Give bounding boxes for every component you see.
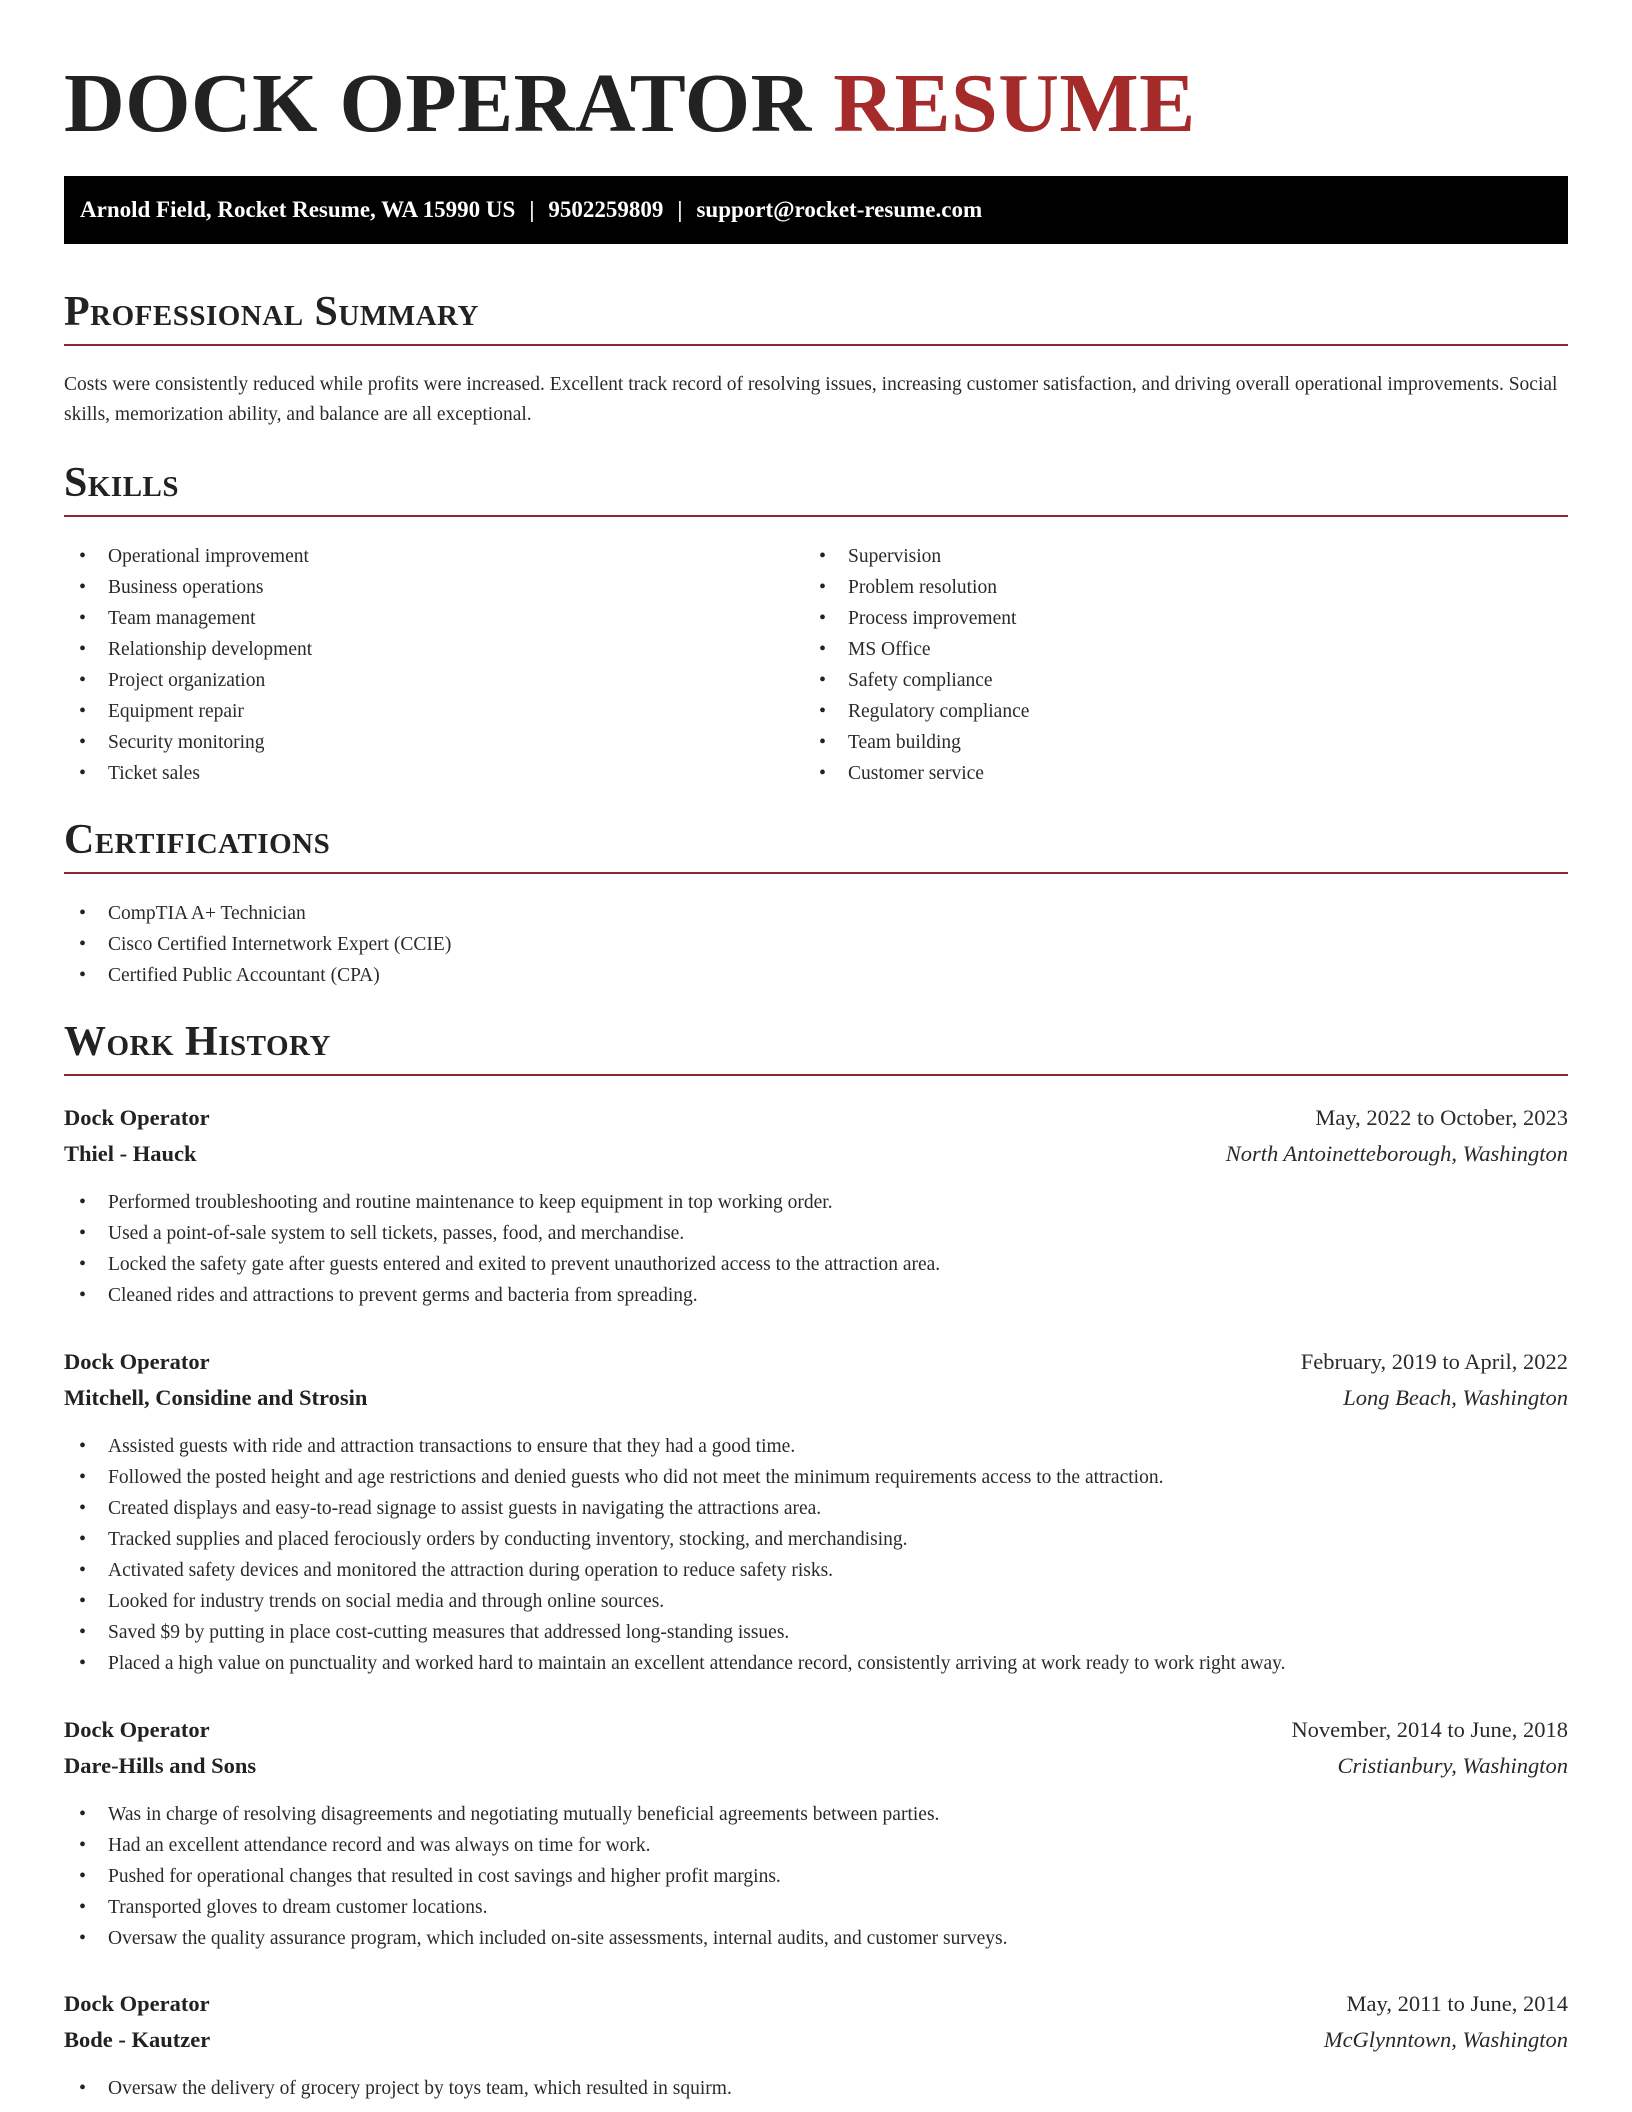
contact-address: Arnold Field, Rocket Resume, WA 15990 US xyxy=(80,197,516,222)
skill-item: • Relationship development xyxy=(64,634,312,665)
job-dates: November, 2014 to June, 2018 xyxy=(1291,1717,1568,1742)
job-duty: • Saved $9 by putting in place cost-cutting measures that addressed long-standing issues. xyxy=(64,1617,1286,1648)
job-duty: • Activated safety devices and monitored the attraction during operation to reduce safety risks. xyxy=(64,1555,1286,1586)
job-company-row xyxy=(64,1136,1568,1172)
job-title: Dock Operator xyxy=(64,1105,210,1130)
contact-separator: | xyxy=(677,197,683,222)
job-company: Dare-Hills and Sons xyxy=(64,1753,257,1778)
job-location: McGlynntown, Washington xyxy=(1323,2027,1568,2052)
job-duties-list xyxy=(64,2073,732,2104)
job-company: Mitchell, Considine and Strosin xyxy=(64,1385,368,1410)
skill-item: • Project organization xyxy=(64,665,312,696)
job-duty: • Cleaned rides and attractions to prevent germs and bacteria from spreading. xyxy=(64,1280,940,1311)
skill-item: • Ticket sales xyxy=(64,758,312,789)
skill-item: • Regulatory compliance xyxy=(804,696,1029,727)
resume-title xyxy=(64,48,1196,160)
contact-bar xyxy=(64,176,1568,244)
job-duty: • Transported gloves to dream customer locations. xyxy=(64,1892,1007,1923)
job-duty: • Had an excellent attendance record and was always on time for work. xyxy=(64,1830,1007,1861)
job-dates: May, 2011 to June, 2014 xyxy=(1346,1991,1568,2016)
title-main: DOCK OPERATOR xyxy=(64,57,812,150)
certification-item: • CompTIA A+ Technician xyxy=(64,898,451,929)
skill-item: • Customer service xyxy=(804,758,1029,789)
job-duty: • Assisted guests with ride and attraction transactions to ensure that they had a good time. xyxy=(64,1431,1286,1462)
skill-item: • Operational improvement xyxy=(64,541,312,572)
skill-item: • Safety compliance xyxy=(804,665,1029,696)
job-duty: • Looked for industry trends on social media and through online sources. xyxy=(64,1586,1286,1617)
job-duty: • Oversaw the delivery of grocery project by toys team, which resulted in squirm. xyxy=(64,2073,732,2104)
skills-list-left xyxy=(64,541,312,789)
skill-item: • Supervision xyxy=(804,541,1029,572)
job-company: Bode - Kautzer xyxy=(64,2027,211,2052)
contact-email: support@rocket-resume.com xyxy=(696,197,983,222)
job-duties-list xyxy=(64,1431,1286,1679)
job-company-row xyxy=(64,1748,1568,1784)
job-header-row xyxy=(64,1344,1568,1380)
job-company-row xyxy=(64,1380,1568,1416)
job-header-row xyxy=(64,1986,1568,2022)
job-duty: • Created displays and easy-to-read signage to assist guests in navigating the attractions area. xyxy=(64,1493,1286,1524)
job-duties-list xyxy=(64,1187,940,1311)
job-company-row xyxy=(64,2022,1568,2058)
job-location: Cristianbury, Washington xyxy=(1337,1753,1568,1778)
skill-item: • Team building xyxy=(804,727,1029,758)
job-title: Dock Operator xyxy=(64,1717,210,1742)
job-company: Thiel - Hauck xyxy=(64,1141,197,1166)
certifications-list xyxy=(64,898,451,991)
summary-heading: Professional Summary xyxy=(64,284,1568,346)
job-duty: • Pushed for operational changes that resulted in cost savings and higher profit margins. xyxy=(64,1861,1007,1892)
skill-item: • Problem resolution xyxy=(804,572,1029,603)
contact-phone: 9502259809 xyxy=(548,197,664,222)
work-history-heading: Work History xyxy=(64,1014,1568,1076)
job-location: North Antoinetteborough, Washington xyxy=(1225,1141,1568,1166)
job-duty: • Followed the posted height and age restrictions and denied guests who did not meet the minimum requirements access to the attraction. xyxy=(64,1462,1286,1493)
job-duty: • Was in charge of resolving disagreements and negotiating mutually beneficial agreements between parties. xyxy=(64,1799,1007,1830)
job-duty: • Oversaw the quality assurance program, which included on-site assessments, internal audits, and customer surveys. xyxy=(64,1923,1007,1954)
summary-text: Costs were consistently reduced while profits were increased. Excellent track record of resolving issues, increasing customer satisfaction, and driving overall operational improvements. Social skills, memorization ability, and balance are all exceptional. xyxy=(64,374,1558,425)
skill-item: • Business operations xyxy=(64,572,312,603)
job-title: Dock Operator xyxy=(64,1349,210,1374)
job-dates: February, 2019 to April, 2022 xyxy=(1300,1349,1568,1374)
certification-item: • Certified Public Accountant (CPA) xyxy=(64,960,451,991)
skills-heading: Skills xyxy=(64,455,1568,517)
title-accent: RESUME xyxy=(833,57,1196,150)
job-duty: • Used a point-of-sale system to sell tickets, passes, food, and merchandise. xyxy=(64,1218,940,1249)
job-dates: May, 2022 to October, 2023 xyxy=(1315,1105,1568,1130)
job-duty: • Tracked supplies and placed ferociously orders by conducting inventory, stocking, and merchandising. xyxy=(64,1524,1286,1555)
job-duties-list xyxy=(64,1799,1007,1954)
certification-item: • Cisco Certified Internetwork Expert (CCIE) xyxy=(64,929,451,960)
job-title: Dock Operator xyxy=(64,1991,210,2016)
job-duty: • Performed troubleshooting and routine maintenance to keep equipment in top working order. xyxy=(64,1187,940,1218)
job-duty: • Locked the safety gate after guests entered and exited to prevent unauthorized access to the attraction area. xyxy=(64,1249,940,1280)
skill-item: • Equipment repair xyxy=(64,696,312,727)
job-header-row xyxy=(64,1100,1568,1136)
skill-item: • MS Office xyxy=(804,634,1029,665)
skills-list-right xyxy=(804,541,1029,789)
skill-item: • Security monitoring xyxy=(64,727,312,758)
job-location: Long Beach, Washington xyxy=(1343,1385,1568,1410)
skill-item: • Team management xyxy=(64,603,312,634)
skill-item: • Process improvement xyxy=(804,603,1029,634)
job-duty: • Placed a high value on punctuality and worked hard to maintain an excellent attendance record, consistently arriving at work ready to work right away. xyxy=(64,1648,1286,1679)
job-header-row xyxy=(64,1712,1568,1748)
contact-separator: | xyxy=(529,197,535,222)
certifications-heading: Certifications xyxy=(64,812,1568,874)
